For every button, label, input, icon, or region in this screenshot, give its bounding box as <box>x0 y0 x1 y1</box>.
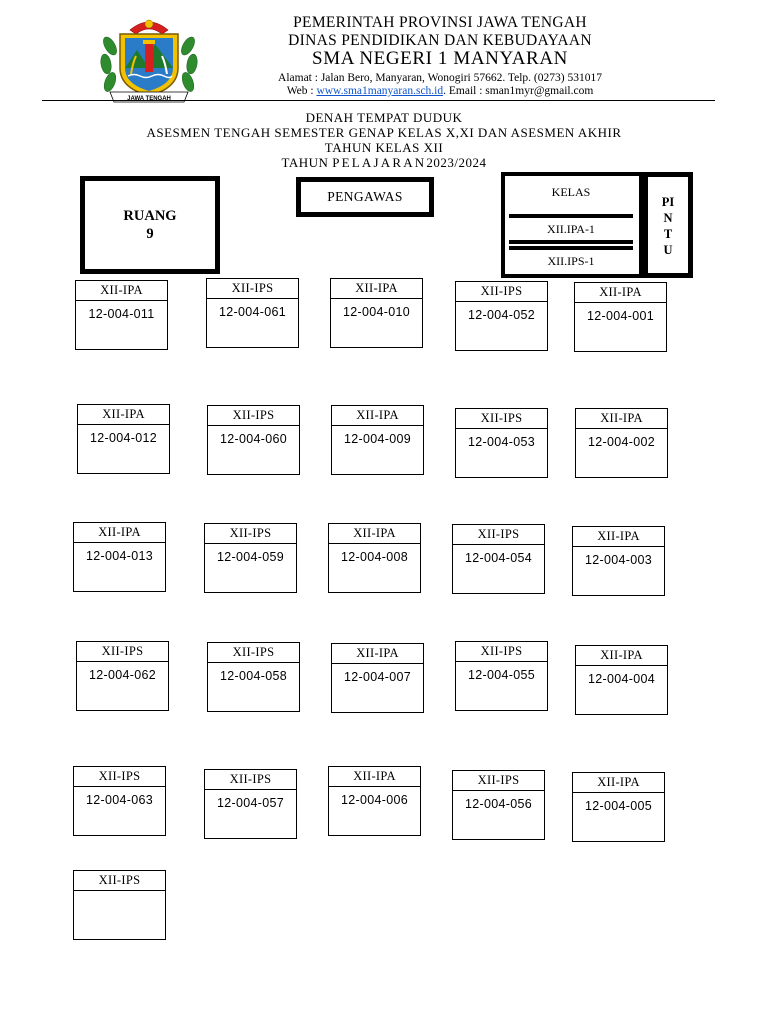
seat-number: 12-004-005 <box>585 799 652 813</box>
room-label: RUANG <box>123 208 177 224</box>
seat-class: XII-IPS <box>456 282 547 302</box>
seat-card <box>452 770 545 840</box>
seat-number: 12-004-001 <box>587 309 654 323</box>
seat-card <box>207 405 300 475</box>
door-char: PI <box>661 195 675 209</box>
seat-card <box>206 278 299 348</box>
seat-class: XII-IPA <box>332 644 423 664</box>
seat-card <box>73 766 166 836</box>
seat-class: XII-IPS <box>208 406 299 426</box>
seat-card <box>328 523 421 593</box>
academic-year-word: PELAJARAN <box>332 155 427 170</box>
seat-number: 12-004-011 <box>88 307 155 321</box>
seat-class: XII-IPA <box>576 646 667 666</box>
class-name-1: XII.IPA-1 <box>509 214 633 244</box>
seat-class: XII-IPA <box>576 409 667 429</box>
seat-number: 12-004-006 <box>341 793 408 807</box>
letterhead-school-name: SMA NEGERI 1 MANYARAN <box>312 48 568 69</box>
seat-card <box>452 524 545 594</box>
seat-class: XII-IPA <box>78 405 169 425</box>
seat-class: XII-IPA <box>573 773 664 793</box>
seat-number: 12-004-002 <box>588 435 655 449</box>
room-number: 9 <box>146 226 154 242</box>
seat-card <box>331 405 424 475</box>
supervisor-label: PENGAWAS <box>327 189 403 204</box>
seat-class: XII-IPS <box>74 871 165 891</box>
email-text: . Email : sman1myr@gmail.com <box>443 85 594 97</box>
seat-number: 12-004-063 <box>86 793 153 807</box>
class-label: KELAS <box>551 184 591 199</box>
seat-class: XII-IPS <box>453 771 544 791</box>
seat-card <box>77 404 170 474</box>
academic-year-prefix: TAHUN <box>281 155 333 170</box>
seat-class: XII-IPA <box>329 524 420 544</box>
seat-class: XII-IPA <box>573 527 664 547</box>
seat-class: XII-IPA <box>76 281 167 301</box>
seat-class: XII-IPS <box>456 409 547 429</box>
seat-number: 12-004-057 <box>217 796 284 810</box>
web-label: Web : <box>286 85 317 97</box>
seat-class: XII-IPS <box>74 767 165 787</box>
class-box <box>501 172 643 278</box>
seat-card <box>328 766 421 836</box>
seat-class: XII-IPA <box>329 767 420 787</box>
seat-number: 12-004-054 <box>465 551 532 565</box>
letterhead-address: Alamat : Jalan Bero, Manyaran, Wonogiri 57662. Telp. (0273) 531017 <box>278 72 602 84</box>
seat-number: 12-004-052 <box>468 308 535 322</box>
door-char: N <box>663 211 673 225</box>
class-name-2: XII.IPS-1 <box>509 246 633 272</box>
seat-class: XII-IPA <box>575 283 666 303</box>
logo-ribbon-text: JAWA TENGAH <box>127 96 171 102</box>
academic-year-value: 2023/2024 <box>426 155 487 170</box>
letterhead-contact <box>170 85 710 97</box>
seat-card <box>204 769 297 839</box>
seat-number: 12-004-053 <box>468 435 535 449</box>
seat-number: 12-004-059 <box>217 550 284 564</box>
seat-card <box>73 870 166 940</box>
document-subtitle: ASESMEN TENGAH SEMESTER GENAP KELAS X,XI DAN ASESMEN AKHIR <box>146 125 622 140</box>
website-link[interactable]: www.sma1manyaran.sch.id <box>316 85 444 97</box>
seat-number: 12-004-013 <box>86 549 153 563</box>
letterhead-government-line: PEMERINTAH PROVINSI JAWA TENGAH <box>293 14 587 31</box>
seat-card <box>455 408 548 478</box>
seat-number: 12-004-003 <box>585 553 652 567</box>
door-box <box>643 172 693 278</box>
seat-card <box>574 282 667 352</box>
supervisor-box <box>296 177 434 217</box>
seat-class: XII-IPS <box>205 524 296 544</box>
seat-number: 12-004-012 <box>90 431 157 445</box>
seat-number: 12-004-056 <box>465 797 532 811</box>
seat-card <box>73 522 166 592</box>
seat-card <box>75 280 168 350</box>
seat-number: 12-004-061 <box>219 305 286 319</box>
seat-number: 12-004-009 <box>344 432 411 446</box>
seat-card <box>330 278 423 348</box>
seat-card <box>575 408 668 478</box>
seat-card <box>331 643 424 713</box>
document-subtitle-2: TAHUN KELAS XII <box>324 140 444 155</box>
seat-card <box>76 641 169 711</box>
seat-class: XII-IPA <box>332 406 423 426</box>
seat-number: 12-004-004 <box>588 672 655 686</box>
seat-number: 12-004-055 <box>468 668 535 682</box>
seat-class: XII-IPA <box>74 523 165 543</box>
room-box <box>80 176 220 274</box>
seat-number: 12-004-008 <box>341 550 408 564</box>
academic-year <box>0 155 768 171</box>
letterhead-divider <box>42 100 715 101</box>
seat-number: 12-004-010 <box>343 305 410 319</box>
seat-class: XII-IPS <box>456 642 547 662</box>
seat-card <box>455 641 548 711</box>
seat-card <box>455 281 548 351</box>
letterhead-department-line: DINAS PENDIDIKAN DAN KEBUDAYAAN <box>288 32 592 49</box>
seat-card <box>207 642 300 712</box>
seat-class: XII-IPA <box>331 279 422 299</box>
seat-number: 12-004-060 <box>220 432 287 446</box>
seat-class: XII-IPS <box>453 525 544 545</box>
seat-card <box>575 645 668 715</box>
seat-number: 12-004-007 <box>344 670 411 684</box>
seat-number: 12-004-058 <box>220 669 287 683</box>
door-char: T <box>663 227 673 241</box>
seat-number: 12-004-062 <box>89 668 156 682</box>
door-char: U <box>663 243 673 257</box>
document-title: DENAH TEMPAT DUDUK <box>305 110 463 125</box>
seat-card <box>572 526 665 596</box>
seat-class: XII-IPS <box>208 643 299 663</box>
seat-card <box>204 523 297 593</box>
seat-card <box>572 772 665 842</box>
seat-class: XII-IPS <box>207 279 298 299</box>
seat-class: XII-IPS <box>205 770 296 790</box>
seat-class: XII-IPS <box>77 642 168 662</box>
